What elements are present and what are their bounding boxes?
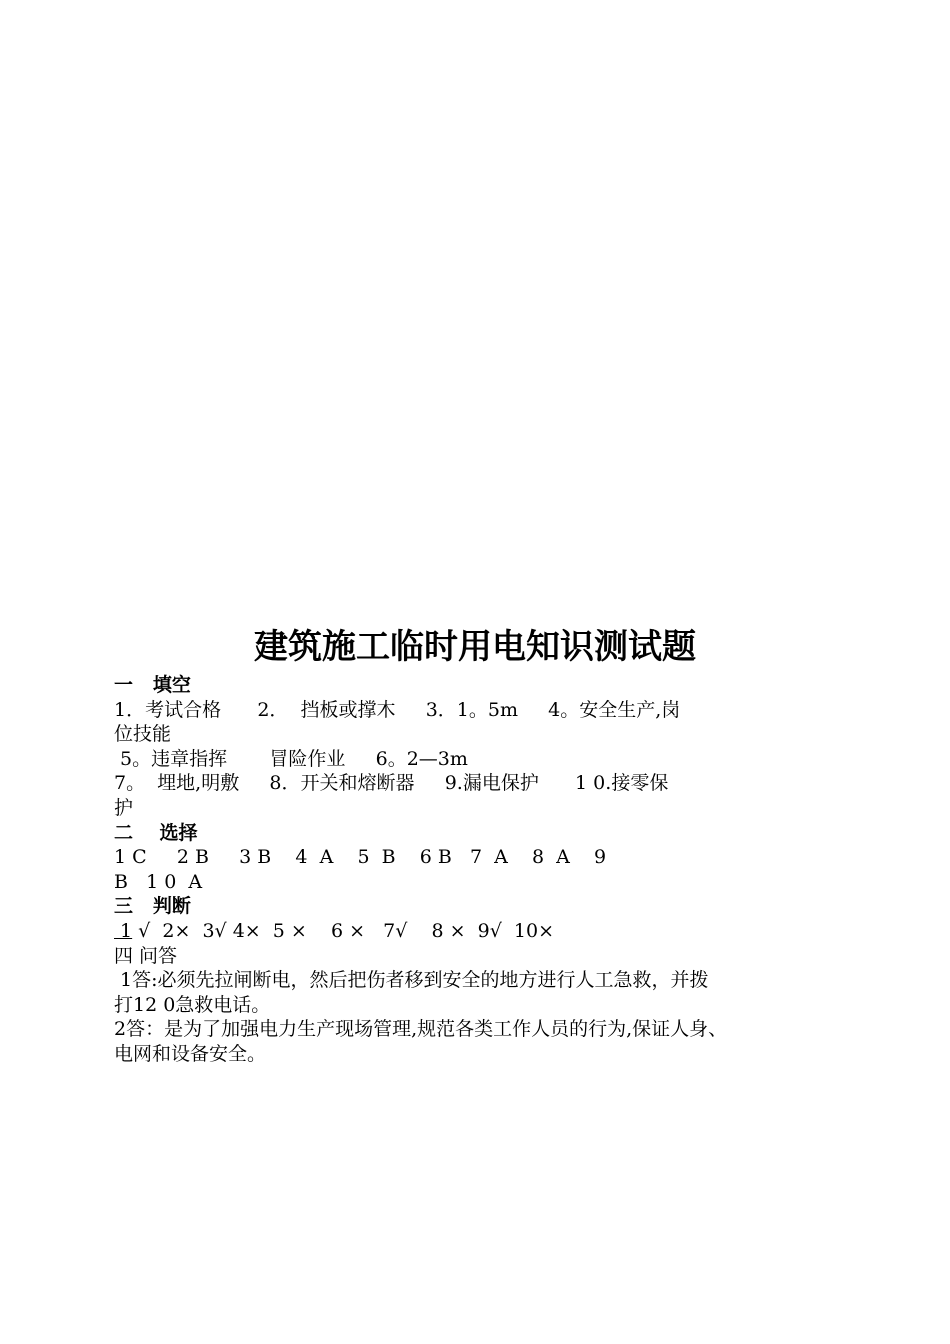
fill-line: 护 [114, 796, 134, 819]
judge-answers: √ 2× 3√ 4× 5 × 6 × 7√ 8 × 9√ 10× [132, 919, 554, 942]
judge-line [114, 919, 842, 944]
fill-line: 位技能 [114, 723, 172, 746]
document-title: 建筑施工临时用电知识测试题 [254, 627, 696, 667]
section-heading-judge: 三 判断 [114, 895, 191, 918]
section-heading-fill: 一 填空 [114, 674, 191, 696]
section-heading-choice: 二 选择 [114, 821, 198, 844]
qa-line: 2答：是为了加强电力生产现场管理,规范各类工作人员的行为,保证人身、 [114, 1018, 728, 1041]
choice-line: 1 C 2 B 3 B 4 A 5 B 6 B 7 A 8 A 9 [114, 846, 607, 869]
fill-line: 1．考试合格 2． 挡板或撑木 3．1。5m 4。安全生产,岗 [114, 698, 681, 721]
judge-item-number: 1 [114, 919, 133, 942]
qa-line: 电网和设备安全。 [114, 1042, 267, 1065]
answer-body [114, 673, 842, 1067]
fill-line: 5。违章指挥 冒险作业 6。2—3m [114, 747, 468, 770]
qa-line: 1答:必须先拉闸断电，然后把伤者移到安全的地方进行人工急救，并拨 [114, 969, 709, 992]
section-heading-qa: 四 问答 [114, 944, 178, 967]
qa-line: 打12 0急救电话。 [114, 993, 271, 1016]
choice-line: B 1 0 A [114, 870, 203, 893]
fill-line: 7。 埋地,明敷 8．开关和熔断器 9.漏电保护 1 0.接零保 [114, 772, 669, 795]
